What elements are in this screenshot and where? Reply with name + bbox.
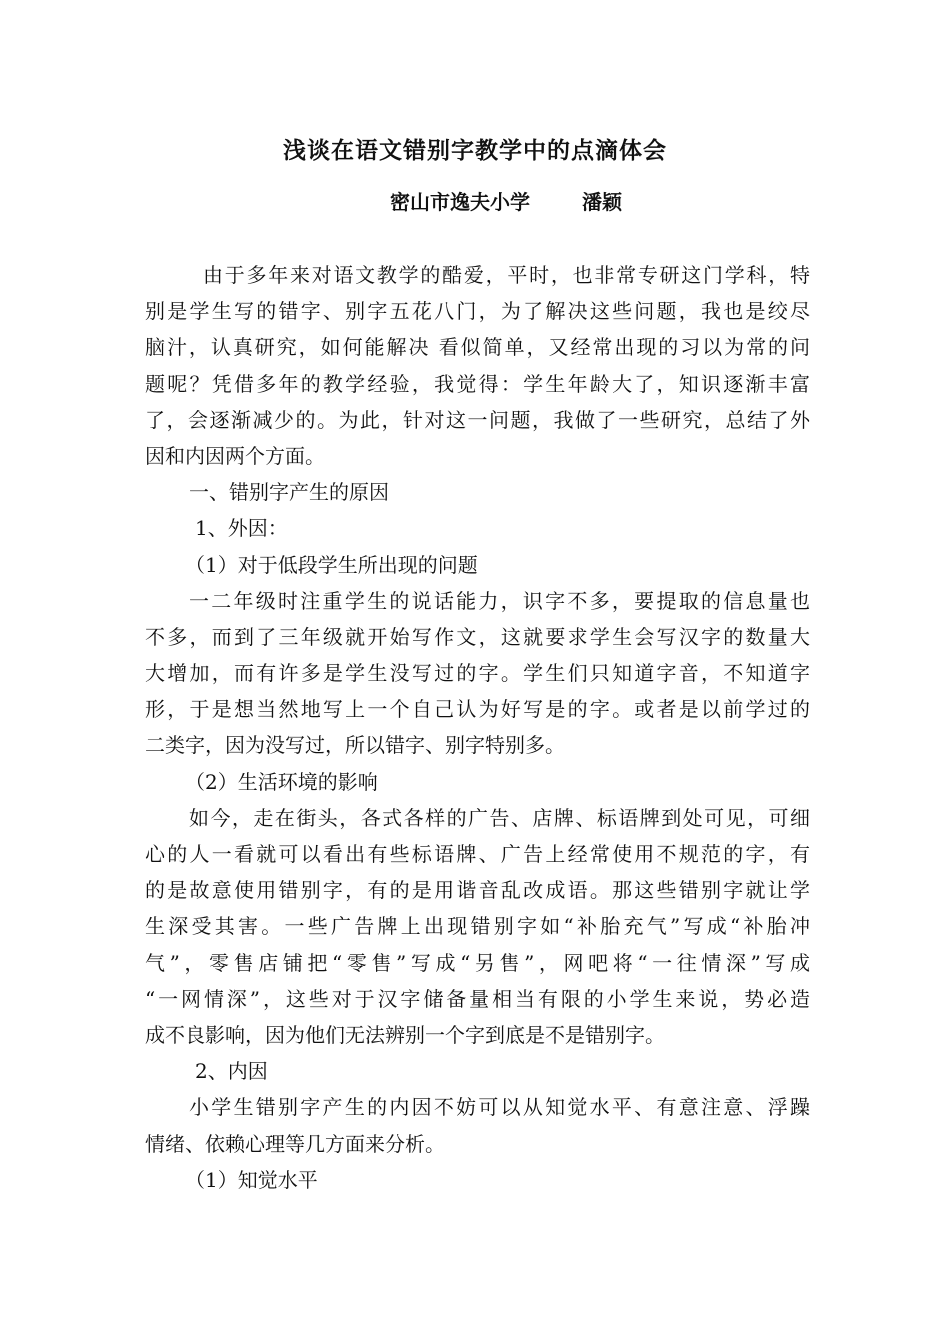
- paragraph-line: 心的人一看就可以看出有些标语牌、广告上经常使用不规范的字，有: [145, 842, 810, 866]
- paragraph-line: 形，于是想当然地写上一个自己认为好写是的字。或者是以前学过的: [145, 697, 810, 722]
- item-heading: （2）生活环境的影响: [185, 769, 378, 794]
- document-body: [145, 257, 810, 1198]
- paragraph-line: 大增加，而有许多是学生没写过的字。学生们只知道字音，不知道字: [145, 661, 810, 686]
- section-heading: 一、错别字产生的原因: [189, 480, 389, 505]
- paragraph-line: 了，会逐渐减少的。为此，针对这一问题，我做了一些研究，总结了外: [145, 407, 810, 432]
- paragraph-line: 的是故意使用错别字，有的是用谐音乱改成语。那这些错别字就让学: [145, 878, 810, 903]
- paragraph-line: 脑汁，认真研究，如何能解决 看似简单，又经常出现的习以为常的问: [145, 335, 810, 360]
- school-name: 密山市逸夫小学: [390, 190, 530, 214]
- document-title: 浅谈在语文错别字教学中的点滴体会: [283, 138, 667, 164]
- paragraph-line: 气”，零售店铺把“零售”写成“另售”，网吧将“一往情深”写成: [145, 950, 810, 975]
- item-heading: （1）知觉水平: [185, 1167, 318, 1192]
- paragraph-line: 成不良影响，因为他们无法辨别一个字到底是不是错别字。: [145, 1022, 665, 1047]
- paragraph-line: 别是学生写的错字、别字五花八门，为了解决这些问题，我也是绞尽: [145, 299, 810, 324]
- paragraph-line: 因和内因两个方面。: [145, 443, 325, 468]
- paragraph-line: 题呢？凭借多年的教学经验，我觉得：学生年龄大了，知识逐渐丰富: [145, 371, 810, 396]
- author-name: 潘颖: [582, 190, 622, 214]
- paragraph-line: 一二年级时注重学生的说话能力，识字不多，要提取的信息量也: [189, 588, 810, 613]
- subsection-heading: 1、外因：: [195, 516, 288, 541]
- subsection-heading: 2、内因: [195, 1059, 268, 1084]
- paragraph-line: 如今，走在街头，各式各样的广告、店牌、标语牌到处可见，可细: [189, 805, 810, 830]
- paragraph-line: 二类字，因为没写过，所以错字、别字特别多。: [145, 733, 565, 758]
- paragraph-line: 情绪、依赖心理等几方面来分析。: [145, 1131, 445, 1156]
- paragraph-line: “一网情深”，这些对于汉字储备量相当有限的小学生来说，势必造: [145, 986, 810, 1011]
- paragraph-line: 生深受其害。一些广告牌上出现错别字如“补胎充气”写成“补胎冲: [145, 914, 810, 939]
- paragraph-line: 由于多年来对语文教学的酷爱，平时，也非常专研这门学科，特: [203, 263, 810, 287]
- byline: [390, 186, 622, 215]
- paragraph-line: 小学生错别字产生的内因不妨可以从知觉水平、有意注意、浮躁: [189, 1095, 810, 1120]
- paragraph-line: 不多，而到了三年级就开始写作文，这就要求学生会写汉字的数量大: [145, 624, 810, 649]
- item-heading: （1）对于低段学生所出现的问题: [185, 552, 478, 577]
